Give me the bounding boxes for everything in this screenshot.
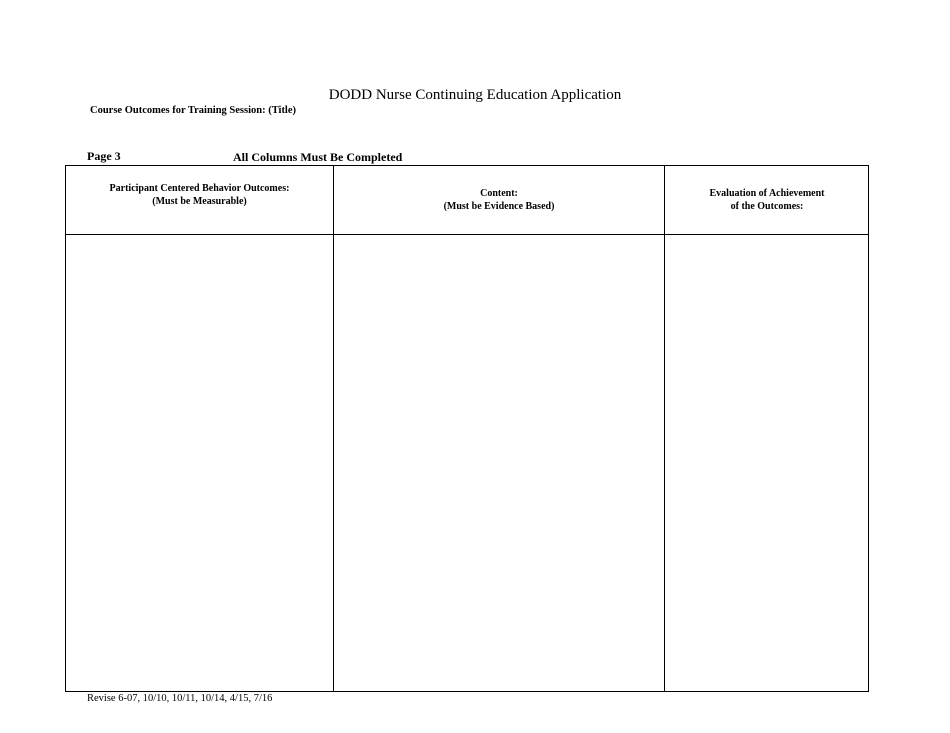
- outcomes-entry-area[interactable]: [66, 235, 333, 691]
- column-header-outcomes-line2: (Must be Measurable): [152, 196, 247, 207]
- revision-footer: Revise 6-07, 10/10, 10/11, 10/14, 4/15, 7/16: [87, 693, 273, 704]
- column-header-outcomes-line1: Participant Centered Behavior Outcomes:: [109, 183, 290, 194]
- column-header-content-line2: (Must be Evidence Based): [443, 201, 555, 212]
- column-header-evaluation-line1: Evaluation of Achievement: [709, 188, 825, 199]
- document-title-text: DODD Nurse Continuing Education Application: [328, 87, 622, 103]
- outcomes-table: [65, 165, 869, 692]
- training-session-title-label: Course Outcomes for Training Session: (Title): [90, 105, 297, 116]
- column-header-evaluation: [665, 166, 869, 234]
- column-header-evaluation-line2: of the Outcomes:: [730, 201, 804, 212]
- evaluation-entry-area[interactable]: [665, 235, 869, 691]
- column-header-content: [334, 166, 664, 234]
- column-header-outcomes: [66, 166, 333, 234]
- document-title: [0, 86, 950, 104]
- columns-instruction: All Columns Must Be Completed: [233, 150, 403, 164]
- page-number-label: Page 3: [87, 149, 121, 163]
- column-header-content-line1: Content:: [480, 188, 518, 199]
- content-entry-area[interactable]: [334, 235, 664, 691]
